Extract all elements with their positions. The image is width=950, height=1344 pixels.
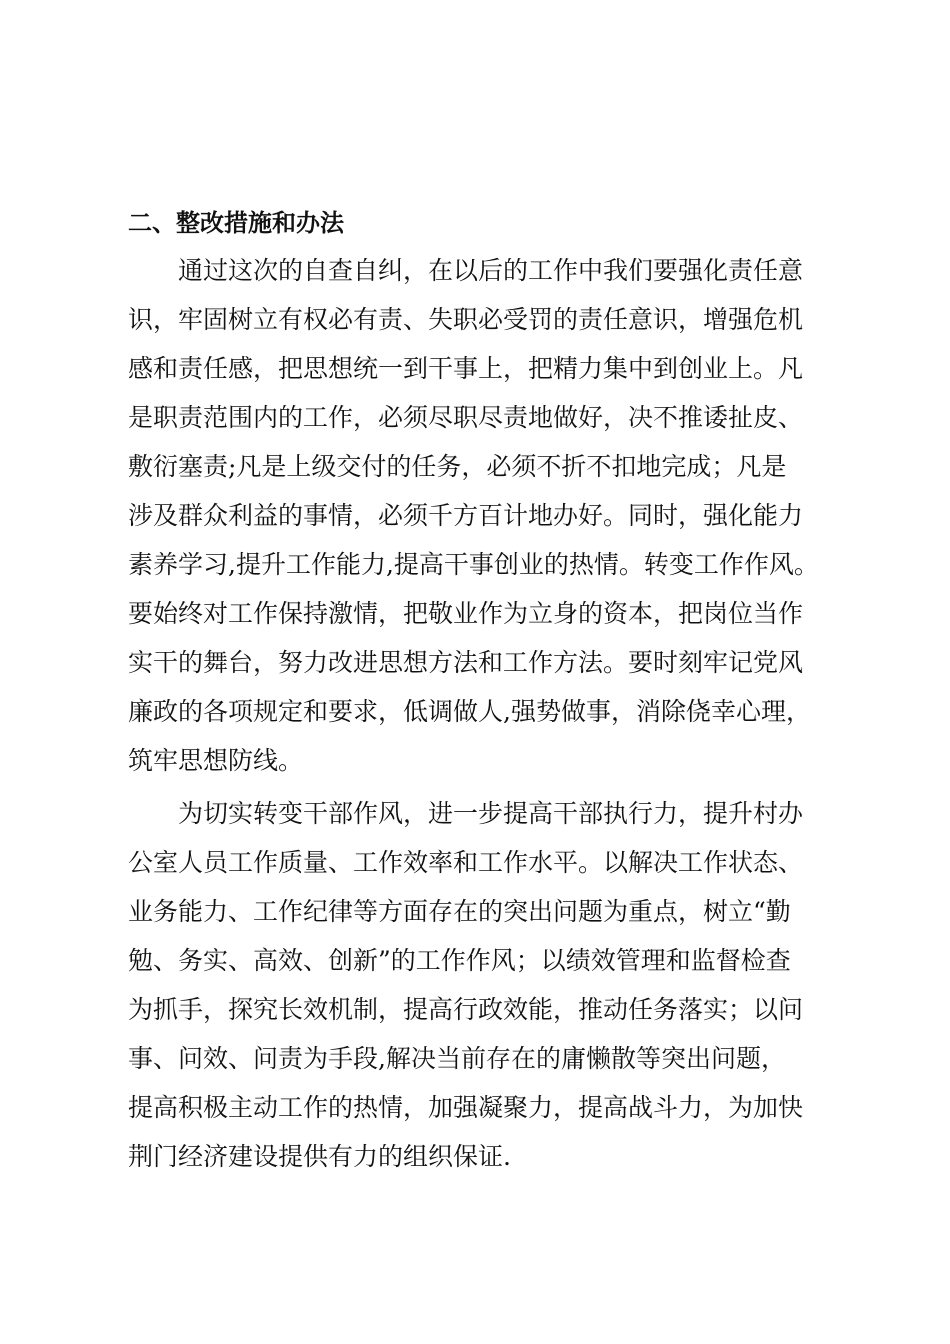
paragraph-line: 感和责任感，把思想统一到干事上，把精力集中到创业上。凡: [128, 354, 804, 383]
paragraph-line: 敷衍塞责;凡是上级交付的任务，必须不折不扣地完成；凡是: [128, 452, 787, 481]
paragraph-line: 事、问效、问责为手段,解决当前存在的庸懒散等突出问题，: [128, 1044, 786, 1073]
paragraph-line: 勉、务实、高效、创新”的工作作风；以绩效管理和监督检查: [128, 946, 791, 975]
section-heading: 二、整改措施和办法: [128, 209, 344, 237]
paragraph-line: 实干的舞台，努力改进思想方法和工作方法。要时刻牢记党风: [128, 648, 804, 677]
paragraph-line: 要始终对工作保持激情，把敬业作为立身的资本，把岗位当作: [128, 599, 804, 628]
paragraph-line: 素养学习,提升工作能力,提高干事创业的热情。转变工作作风。: [128, 550, 819, 579]
paragraph-line: 为切实转变干部作风，进一步提高干部执行力，提升村办: [178, 799, 804, 828]
paragraph-line: 提高积极主动工作的热情，加强凝聚力，提高战斗力，为加快: [128, 1093, 804, 1122]
paragraph-line: 荆门经济建设提供有力的组织保证.: [128, 1142, 511, 1171]
paragraph-line: 廉政的各项规定和要求，低调做人,强势做事，消除侥幸心理，: [128, 697, 811, 726]
paragraph-rectification-measures: [128, 246, 848, 785]
paragraph-work-style: [128, 789, 848, 1181]
paragraph-line: 是职责范围内的工作，必须尽职尽责地做好，决不推诿扯皮、: [128, 403, 804, 432]
paragraph-line: 筑牢思想防线。: [128, 746, 304, 775]
paragraph-line: 公室人员工作质量、工作效率和工作水平。以解决工作状态、: [128, 848, 804, 877]
paragraph-line: 为抓手，探究长效机制，提高行政效能，推动任务落实；以问: [128, 995, 804, 1024]
paragraph-line: 业务能力、工作纪律等方面存在的突出问题为重点，树立“勤: [128, 897, 791, 926]
paragraph-line: 识，牢固树立有权必有责、失职必受罚的责任意识，增强危机: [128, 305, 804, 334]
paragraph-line: 通过这次的自查自纠，在以后的工作中我们要强化责任意: [178, 256, 804, 285]
document-body: [128, 200, 848, 1185]
paragraph-line: 涉及群众利益的事情，必须千方百计地办好。同时，强化能力: [128, 501, 804, 530]
